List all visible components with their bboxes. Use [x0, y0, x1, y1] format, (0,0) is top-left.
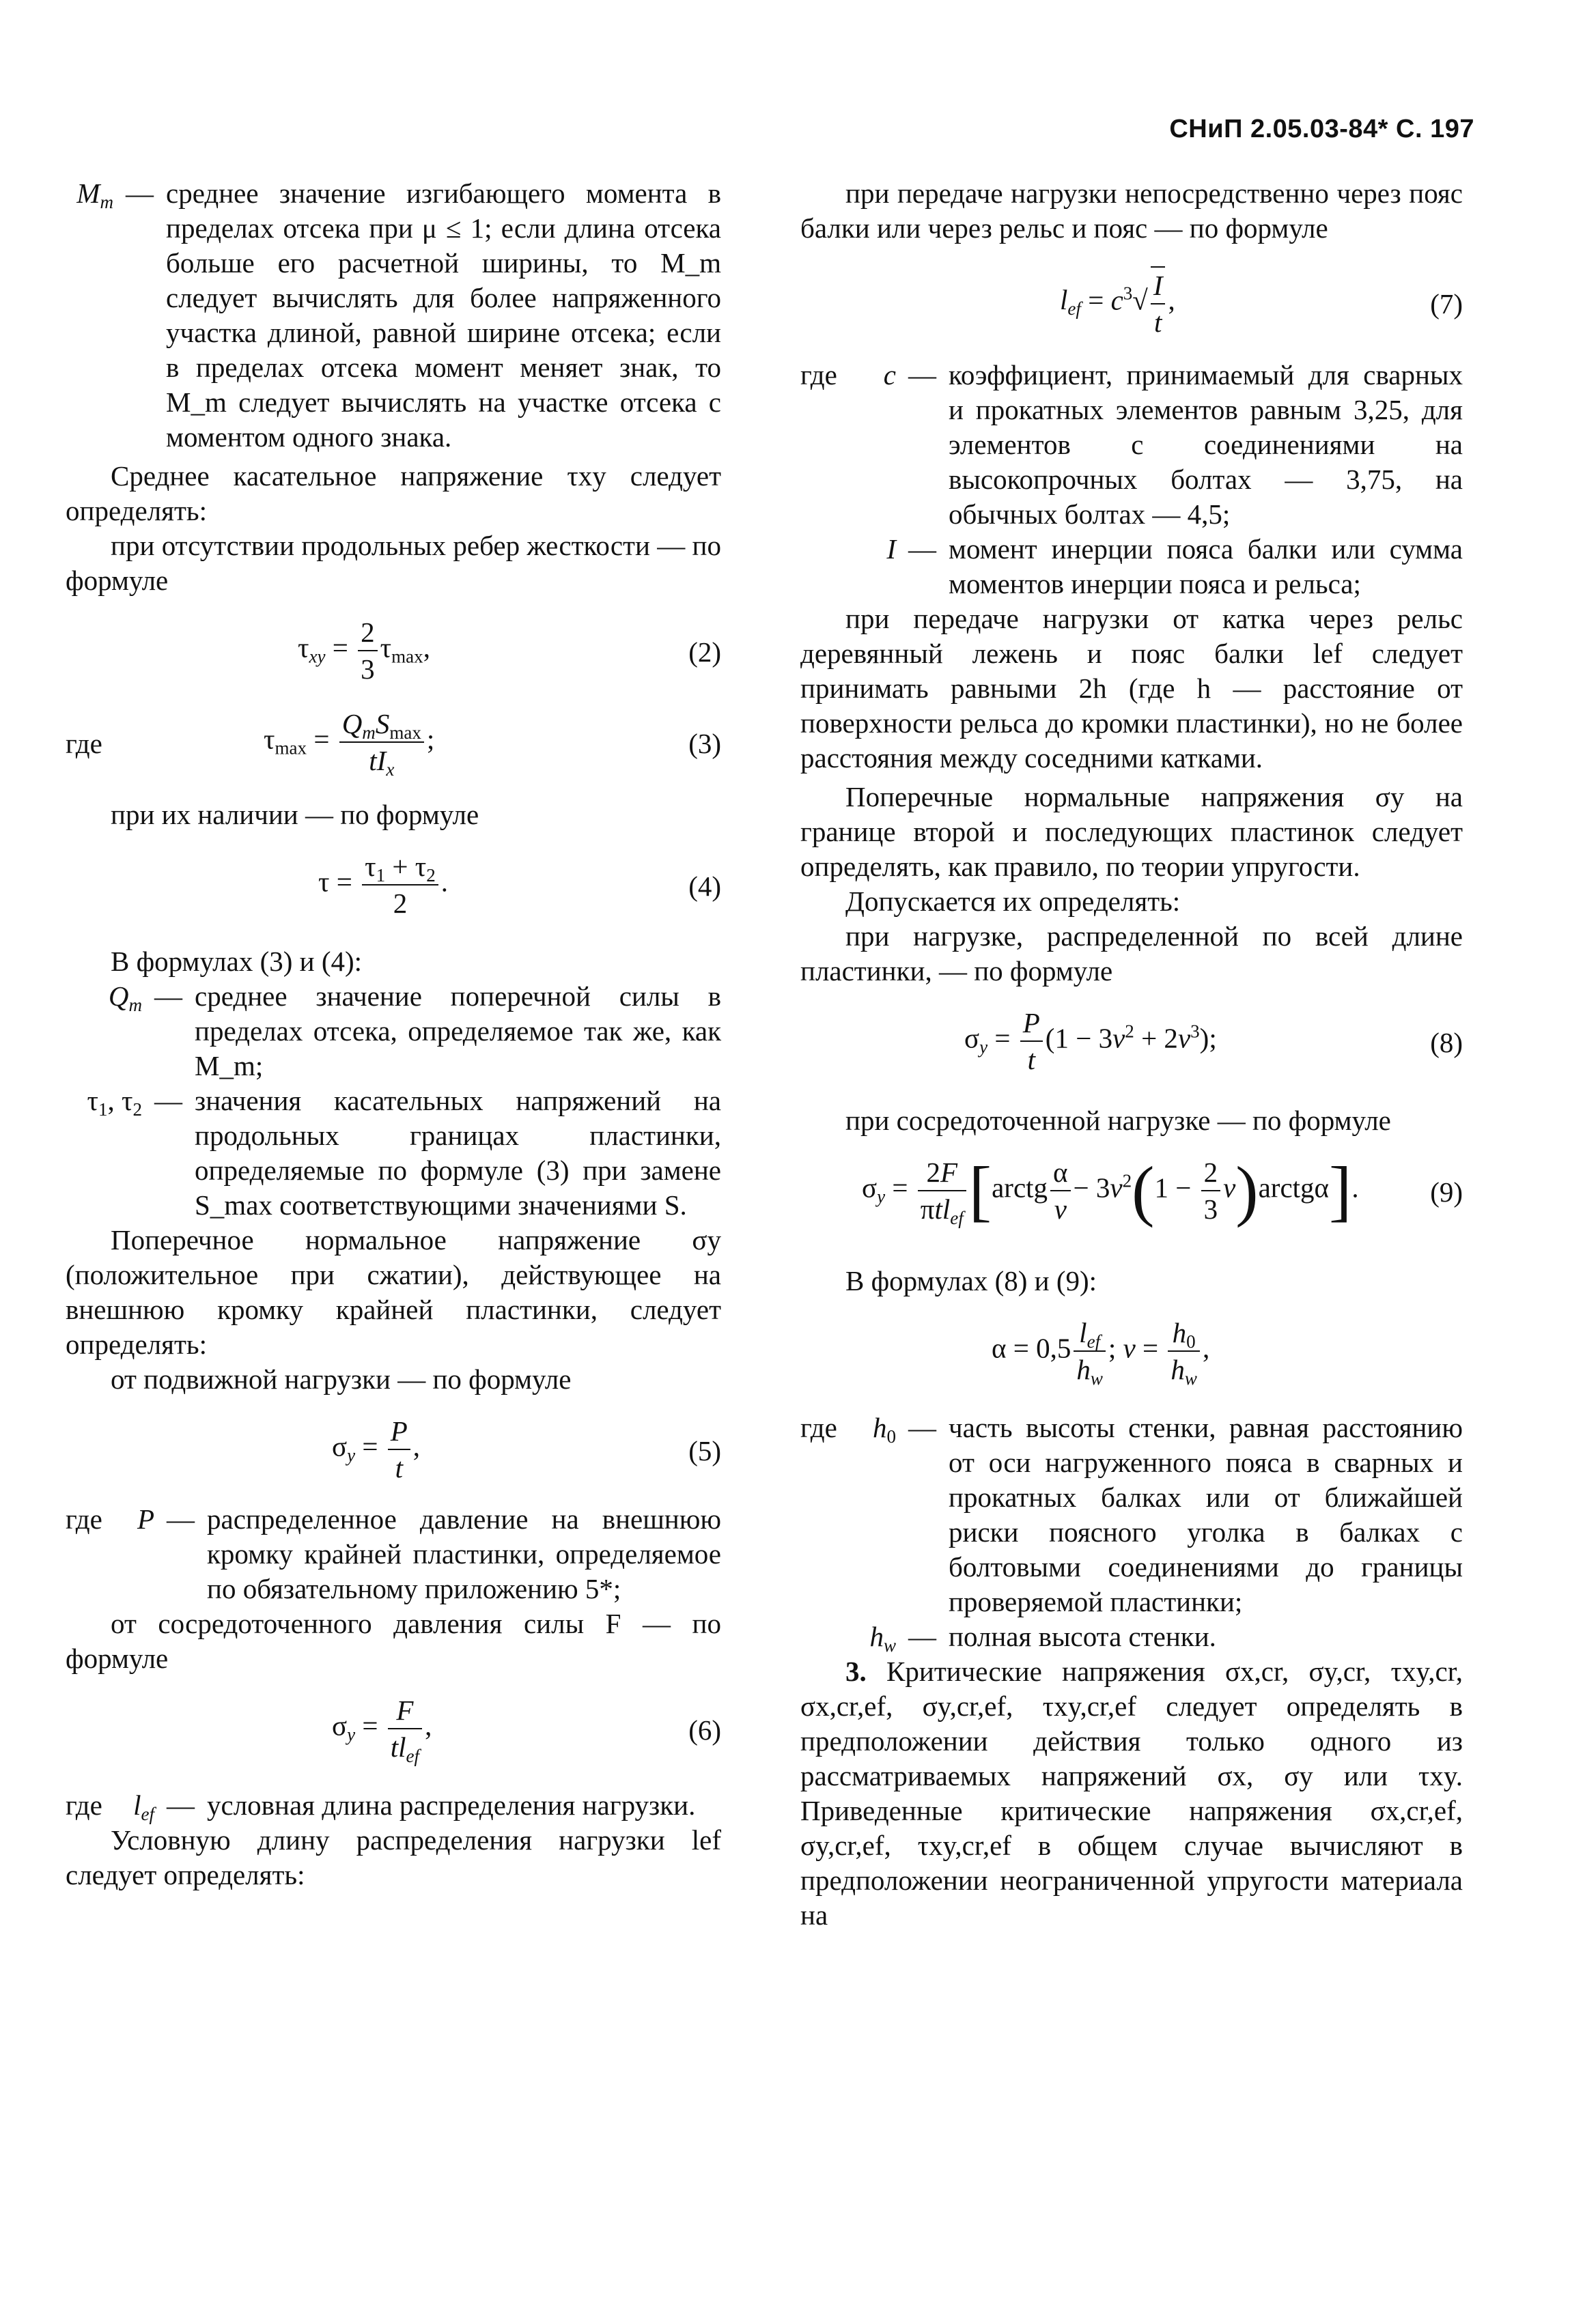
formula-8-number: (8) [1430, 1027, 1463, 1058]
definition-mm-text: среднее значение изгибающего момента в пределах отсека при μ ≤ 1; если длина отсека больше его расчетной ширины, то M_m следует вычислять для более напряженного участка длиной, равной ширине отсека; если в пределах отсека момент меняет знак, то M_m следует вычислять на участке отсека с моментом одного знака. [166, 178, 721, 453]
paragraph-average-stress: Среднее касательное напряжение τxy следует определять: [66, 460, 721, 526]
term-c: c [883, 359, 896, 391]
formula-7: $l_{ef} = c^3√$ $\frac{I}{t}$ , (7) [800, 266, 1463, 348]
paragraph-conditional-length: Условную длину распределения нагрузки lef следует определять: [66, 1824, 721, 1890]
term-h0: $h_0$ [872, 1412, 896, 1447]
formula-7-number: (7) [1430, 288, 1463, 320]
paragraph-in-formulas-8-9: В формулах (8) и (9): [845, 1265, 1097, 1296]
paragraph-allowed: Допускается их определять: [845, 885, 1181, 917]
definition-h0-text: часть высоты стенки, равная расстоянию от оси нагруженного пояса в сварных и прокатных балках или от ближайшей риски поясного уголка в балках с болтовыми соединениями до границы проверяемой пластинки; [949, 1412, 1463, 1617]
paragraph-roller: при передаче нагрузки от катка через рельс деревянный лежень и пояс балки lef следует принимать равными 2h (где h — расстояние от поверхности рельса до кромки пластинки), но не более расстояния между соседними катками. [800, 603, 1463, 774]
term-qm: $Q_m$ [108, 980, 142, 1016]
definition-h0: где $h_0$ — часть высоты стенки, равная расстоянию от оси нагруженного пояса в сварных и прокатных балках или от ближайшей риски поясного уголка в балках с болтовыми соединениями до границы проверяемой пластинки; [800, 1411, 1463, 1619]
term-hw: $h_w$ [869, 1621, 896, 1656]
formula-5: $\sigma_y$ = $\frac{P}{t}$ , (5) [66, 1413, 721, 1488]
definition-i-text: момент инерции пояса балки или сумма моментов инерции пояса и рельса; [949, 533, 1463, 599]
definition-hw: $h_w$ — полная высота стенки. [800, 1619, 1463, 1654]
formula-4-number: (4) [688, 870, 721, 902]
term-i: I [886, 533, 896, 565]
definition-p: где P — распределенное давление на внешнюю кромку крайней пластинки, определяемое по обязательному приложению 5*; [66, 1502, 721, 1606]
paragraph-critical-stresses [800, 1654, 1463, 1933]
right-column [800, 176, 1463, 1933]
paragraph-transverse: Поперечные нормальные напряжения σy на границе второй и последующих пластинок следует определять, как правило, по теории упругости. [800, 781, 1463, 882]
paragraph-direct-transfer: при передаче нагрузки непосредственно через пояс балки или через рельс и пояс — по формуле [800, 178, 1463, 244]
paragraph-distributed-load: при нагрузке, распределенной по всей длине пластинки, — по формуле [800, 920, 1463, 987]
formula-4: τ = $\frac{\tau_1 + \tau_2}{2}$ . (4) [66, 849, 721, 924]
definition-tau-text: значения касательных напряжений на продольных границах пластинки, определяемые по формуле (3) при замене S_max соответствующими значениями S. [195, 1085, 721, 1221]
formula-6-number: (6) [688, 1714, 721, 1746]
term-tau1-tau2: $\tau_1$, $\tau_2$ [87, 1085, 142, 1120]
left-column [66, 176, 721, 1893]
definition-lef-text: условная длина распределения нагрузки. [207, 1789, 696, 1821]
definition-i: I — момент инерции пояса балки или сумма моментов инерции пояса и рельса; [800, 532, 1463, 601]
where-label: где [66, 1789, 102, 1821]
formula-3: где $\tau_{max}$ = $Q_mS_{max}$ $tI_x$ ; (3) [66, 706, 721, 781]
formula-2: $\tau_{xy}$ = $\frac{2}{3}$ $\tau_{max}$, (2) [66, 614, 721, 690]
paragraph-concentrated-load: при сосредоточенной нагрузке — по формуле [845, 1105, 1391, 1136]
section-number-3: 3. [845, 1656, 867, 1687]
definition-c: где c — коэффициент, принимаемый для сварных и прокатных элементов равным 3,25, для элементов с соединениями на высокопрочных болтах — 3,75, на обычных болтах — 4,5; [800, 358, 1463, 532]
formula-2-number: (2) [688, 636, 721, 668]
formula-3-number: (3) [688, 728, 721, 759]
paragraph-in-formulas-3-4: В формулах (3) и (4): [111, 946, 363, 977]
formula-8: $\sigma_y$ = $\frac{P}{t}$ $(1 - 3v^2 + 2v^3)$; (8) [800, 1005, 1463, 1087]
definition-lef: где $l_{ef}$ — условная длина распределения нагрузки. [66, 1788, 721, 1823]
formula-5-number: (5) [688, 1435, 721, 1466]
term-mm: $M_m$ [76, 178, 113, 213]
definition-tau: $\tau_1$, $\tau_2$ — значения касательных напряжений на продольных границах пластинки, определяемые по формуле (3) при замене S_max соответствующими значениями S. [66, 1083, 721, 1223]
definition-qm-text: среднее значение поперечной силы в пределах отсека, определяемое так же, как M_m; [195, 980, 721, 1081]
paragraph-with-ribs: при их наличии — по формуле [111, 799, 479, 830]
paragraph-moving-load: от подвижной нагрузки — по формуле [111, 1363, 572, 1395]
definition-mm: $M_m$ — среднее значение изгибающего момента в пределах отсека при μ ≤ 1; если длина отсека больше его расчетной ширины, то M_m следует вычислять для более напряженного участка длиной, равной ширине отсека; если в пределах отсека момент меняет знак, то M_m следует вычислять на участке отсека с моментом одного знака. [66, 176, 721, 455]
page-header: СНиП 2.05.03-84* С. 197 [1169, 115, 1474, 143]
formula-6: $\sigma_y$ = F $tl_{ef}$ , (6) [66, 1692, 721, 1774]
term-lef: $l_{ef}$ [133, 1789, 154, 1825]
paragraph-normal-stress: Поперечное нормальное напряжение σy (положительное при сжатии), действующее на внешнюю кромку крайней пластинки, следует определять: [66, 1224, 721, 1360]
paragraph-no-ribs: при отсутствии продольных ребер жесткости — по формуле [66, 530, 721, 596]
where-label: где [66, 1503, 102, 1535]
formula-3-where: где [66, 728, 102, 759]
definition-qm: $Q_m$ — среднее значение поперечной силы в пределах отсека, определяемое так же, как M_m; [66, 979, 721, 1083]
definition-c-text: коэффициент, принимаемый для сварных и прокатных элементов равным 3,25, для элементов с соединениями на высокопрочных болтах — 3,75, на обычных болтах — 4,5; [949, 359, 1463, 530]
definition-hw-text: полная высота стенки. [949, 1621, 1216, 1652]
paragraph-concentrated-force: от сосредоточенного давления силы F — по формуле [66, 1608, 721, 1674]
term-p: P [137, 1503, 154, 1535]
formula-alpha-v: α = 0,5 $l_{ef}$ $h_w$ ; v = $\frac{h_0}{h_w}$ , [800, 1315, 1463, 1397]
where-label: где [800, 1412, 837, 1443]
where-label: где [800, 359, 837, 391]
paragraph-critical-stresses-text: Критические напряжения σx,cr, σy,cr, τxy,cr, σx,cr,ef, σy,cr,ef, τxy,cr,ef следует определять в предположении действия только одного из рассматриваемых напряжений σx, σy или τxy. Приведенные критические напряжения σx,cr,ef, σy,cr,ef, τxy,cr,ef в общем случае вычисляют в предположении неограниченной упругости материала на [800, 1656, 1463, 1931]
definition-p-text: распределенное давление на внешнюю кромку крайней пластинки, определяемое по обязательному приложению 5*; [207, 1503, 721, 1604]
formula-9: $\sigma_y$ = 2F πtl$_{ef}$ [arctg $\frac{\alpha}{v}$ − $3v^2(1$ − $\frac{2}{3}$ v)arctgα]. (9) [862, 1152, 1463, 1229]
formula-9-number: (9) [1430, 1176, 1463, 1208]
